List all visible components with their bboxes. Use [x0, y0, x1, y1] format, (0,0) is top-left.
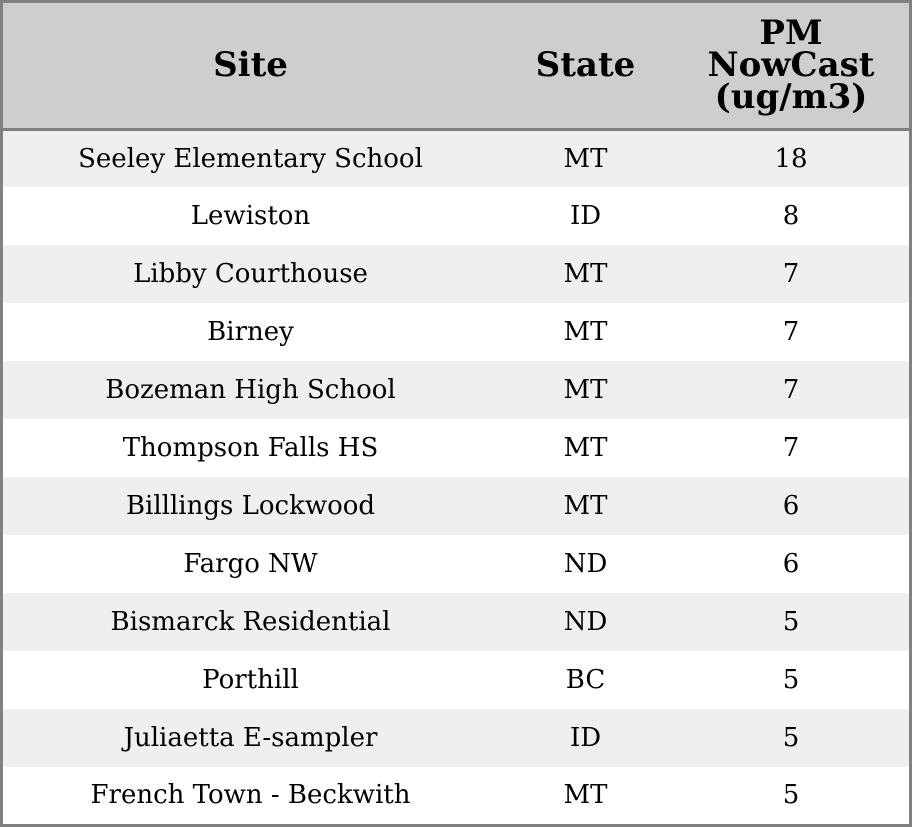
cell-pm-nowcast: 7: [782, 433, 800, 463]
table-body: [3, 129, 909, 823]
cell-pm-nowcast: 5: [782, 723, 800, 753]
table-row: [3, 129, 909, 187]
cell-state: MT: [563, 780, 608, 810]
table-row: [3, 593, 909, 651]
cell-state: ND: [563, 607, 608, 637]
column-header-site: Site: [3, 3, 498, 129]
table-row: [3, 419, 909, 477]
cell-state: ND: [563, 549, 608, 579]
cell-pm-nowcast: 6: [782, 549, 800, 579]
table-row: [3, 767, 909, 823]
column-header-pm-nowcast: PM NowCast (ug/m3): [673, 3, 909, 129]
cell-state: MT: [563, 491, 608, 521]
cell-site: Seeley Elementary School: [78, 143, 423, 174]
cell-site: Juliaetta E-sampler: [123, 723, 378, 753]
cell-state: MT: [563, 259, 608, 289]
cell-state: MT: [563, 433, 608, 463]
cell-site: Fargo NW: [183, 549, 318, 579]
cell-site: Billlings Lockwood: [125, 491, 376, 521]
cell-site: French Town - Beckwith: [90, 780, 411, 810]
cell-pm-nowcast: 5: [782, 665, 800, 695]
cell-pm-nowcast: 18: [774, 143, 808, 174]
cell-pm-nowcast: 7: [782, 259, 800, 289]
cell-pm-nowcast: 6: [782, 491, 800, 521]
pm-nowcast-table: [3, 3, 909, 823]
cell-site: Libby Courthouse: [133, 259, 368, 289]
cell-state: MT: [563, 143, 608, 174]
cell-site: Thompson Falls HS: [122, 433, 379, 463]
cell-state: BC: [565, 665, 606, 695]
cell-pm-nowcast: 7: [782, 317, 800, 347]
table-row: [3, 535, 909, 593]
cell-site: Bozeman High School: [105, 375, 396, 405]
cell-state: ID: [569, 723, 602, 753]
table-row: [3, 477, 909, 535]
cell-pm-nowcast: 5: [782, 780, 800, 810]
cell-pm-nowcast: 5: [782, 607, 800, 637]
cell-state: MT: [563, 317, 608, 347]
cell-site: Bismarck Residential: [110, 607, 391, 637]
cell-site: Birney: [207, 317, 294, 347]
cell-pm-nowcast: 7: [782, 375, 800, 405]
header-row: [3, 3, 909, 129]
table-row: [3, 303, 909, 361]
table-row: [3, 651, 909, 709]
table-header: [3, 3, 909, 129]
cell-site: Porthill: [202, 665, 299, 695]
cell-pm-nowcast: 8: [782, 201, 800, 231]
cell-site: Lewiston: [190, 201, 311, 231]
cell-state: MT: [563, 375, 608, 405]
table-row: [3, 361, 909, 419]
table-row: [3, 245, 909, 303]
table-row: [3, 709, 909, 767]
column-header-state: State: [498, 3, 673, 129]
cell-state: ID: [569, 201, 602, 231]
table-row: [3, 187, 909, 245]
